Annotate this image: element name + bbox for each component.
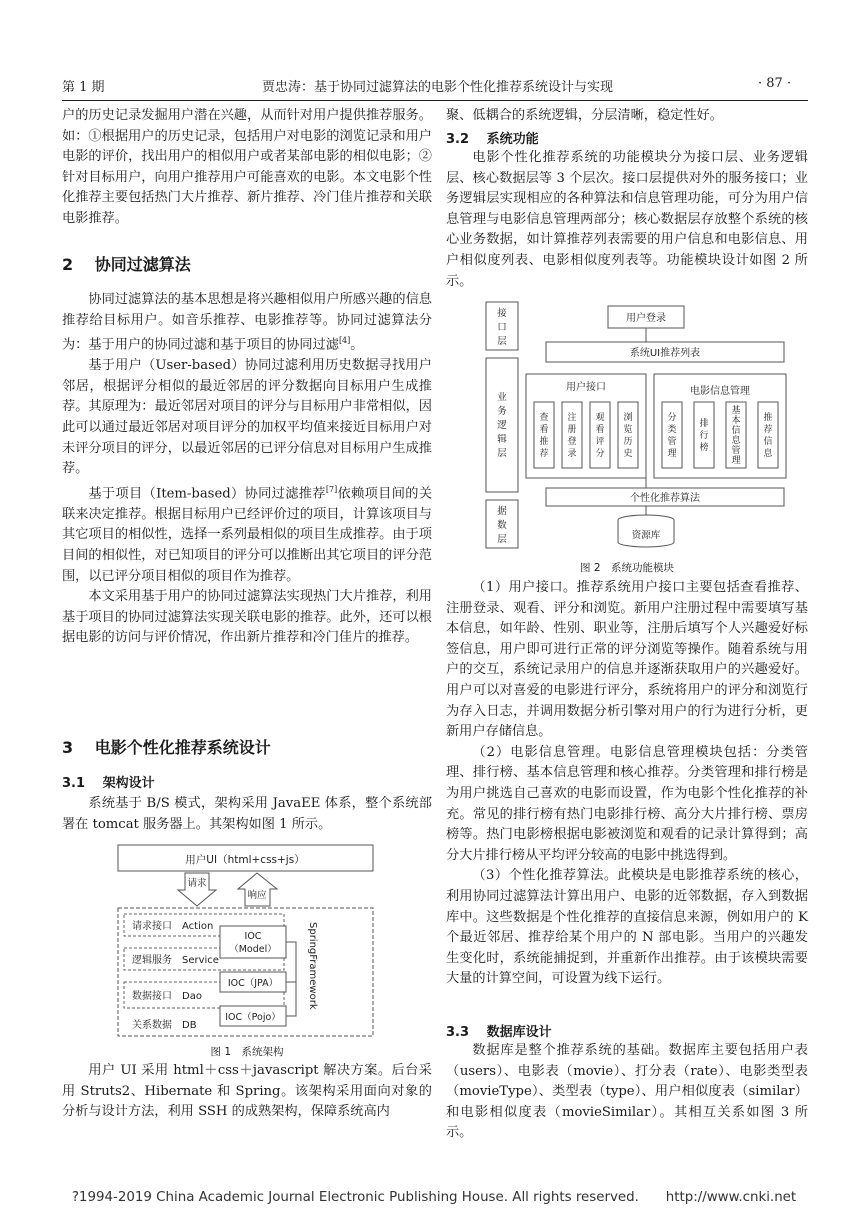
user-item-label: 观看评分	[595, 413, 605, 459]
intro-paragraph: 户的历史记录发掘用户潜在兴趣，从而针对用户提供推荐服务。如：①根据用户的历史记录，包括用户对电影的浏览记录和用户电影的评价，找出用户的相似用户或者某部电影的相似电影；②针对目标用户，向用户推荐用户可能喜欢的电影。本文电影个性化推荐主要包括热门大片推荐、新片推荐、冷门佳片推荐和关联电影推荐。	[62, 108, 432, 226]
label-char: 逻	[497, 420, 507, 431]
copyright-footer: ?1994-2019 China Academic Journal Electronic Publishing House. All rights reserved. http://www.cnki.net	[71, 1190, 797, 1205]
figure-2-caption: 图 2 系统功能模块	[579, 562, 675, 574]
spring-label: SpringFramework	[307, 922, 318, 1010]
left-intro	[62, 106, 432, 230]
movie-item-label: 排行榜	[699, 419, 709, 453]
ui-list-label: 系统UI推荐列表	[629, 348, 701, 359]
layer-data-label	[497, 505, 507, 545]
connector	[286, 942, 296, 982]
subsection-number: 3.1	[62, 776, 86, 791]
paragraph-text: 依赖项目间的关联来决定推荐。根据目标用户已经评价过的项目，计算该项目与其它项目的相似性，选择一系列最相似的项目生成推荐。由于项目间的相似性，对已知项目的评分可以推断出其它项目的评分范围，以已评分项目相似的项目作为推荐。	[62, 486, 433, 584]
paragraph: 用户 UI 采用 html＋css＋javascript 解决方案。后台采用 Struts2、Hibernate 和 Spring。该架构采用面向对象的分析与设计方法，利用 SSH 的成熟架构，保障系统高内	[62, 1063, 432, 1120]
label-char: 数	[497, 520, 507, 531]
label-char: 接	[497, 308, 507, 319]
label-char: 业	[497, 392, 507, 403]
dao-label: 数据接口 Dao	[132, 991, 202, 1002]
ioc-model-label: IOC	[244, 931, 262, 942]
left-section31-body	[62, 794, 432, 835]
page-number: · 87 ·	[758, 76, 792, 91]
issue-label: 第 1 期	[62, 80, 105, 95]
paragraph: 聚、低耦合的系统逻辑，分层清晰，稳定性好。	[446, 108, 723, 123]
figure-1-caption: 图 1 系统架构	[210, 1046, 284, 1058]
left-bottom-body	[62, 1061, 432, 1123]
response-label: 响应	[247, 890, 267, 901]
section-3-number: 3	[62, 738, 74, 757]
db-label: 关系数据 DB	[132, 1020, 197, 1031]
subsection-3-2-heading	[446, 128, 539, 147]
paragraph: 系统基于 B/S 模式，架构采用 JavaEE 体系，整个系统部署在 tomcat 服务器上。其架构如图 1 所示。	[62, 796, 432, 832]
ioc-model-sub: （Model）	[229, 944, 277, 955]
subsection-number: 3.3	[446, 1025, 470, 1040]
label-char: 口	[497, 322, 507, 333]
ioc-jpa-label: IOC（JPA）	[227, 978, 279, 989]
subsection-title: 数据库设计	[486, 1025, 552, 1040]
user-interface-label: 用户接口	[566, 382, 606, 393]
paragraph: 本文采用基于用户的协同过滤算法实现热门大片推荐，利用基于项目的协同过滤算法实现关联电影的推荐。此外，还可以根据电影的访问与评价情况，作出新片推荐和冷门佳片的推荐。	[62, 589, 432, 646]
subsection-3-1-heading	[62, 772, 155, 791]
movie-item-label: 推荐信息	[763, 413, 773, 459]
paragraph: 电影个性化推荐系统的功能模块分为接口层、业务逻辑层、核心数据层等 3 个层次。接口层提供对外的服务接口；业务逻辑层实现相应的各种算法和信息管理功能，可分为用户信息管理与电影信息管理两部分；核心数据层存放整个系统的核心业务数据，如计算推荐列表需要的用户信息和电影信息、用户相似度列表、电影相似度列表等。功能模块设计如图 2 所示。	[446, 150, 808, 289]
right-top	[446, 106, 808, 127]
label-char: 务	[497, 406, 507, 417]
paragraph: （1）用户接口。推荐系统用户接口主要包括查看推荐、注册登录、观看、评分和浏览。新用户注册过程中需要填写基本信息，如年龄、性别、职业等，注册后填写个人兴趣爱好标签信息，用户即可进行正常的评分浏览等操作。随着系统与用户的交互，系统记录用户的信息并逐渐获取用户的兴趣爱好。用户可以对喜爱的电影进行评分，系统将用户的评分和浏览行为存入日志，并调用数据分析引擎对用户的行为进行分析，更新用户存储信息。	[446, 580, 808, 740]
right-section32-items	[446, 578, 808, 990]
subsection-title: 架构设计	[102, 776, 155, 791]
running-title: 贾忠涛：基于协同过滤算法的电影个性化推荐系统设计与实现	[262, 80, 614, 95]
paragraph: （2）电影信息管理。电影信息管理模块包括：分类管理、排行榜、基本信息管理和核心推荐。分类管理和排行榜是为用户挑选自己喜欢的电影而设置，作为电影个性化推荐的补充。常见的排行榜有热门电影排行榜、高分大片排行榜、票房榜等。热门电影榜根据电影被浏览和观看的记录计算得到；高分大片排行榜从平均评分较高的电影中挑选得到。	[446, 744, 808, 863]
header-rule	[62, 100, 808, 101]
paragraph-text: 基于项目（Item-based）协同过滤推荐	[88, 486, 326, 502]
algorithm-label: 个性化推荐算法	[630, 493, 700, 504]
ioc-pojo-label: IOC（Pojo）	[225, 1012, 281, 1023]
layer-business-label	[497, 391, 507, 459]
movie-management-label: 电影信息管理	[690, 386, 750, 397]
right-section32-body	[446, 148, 808, 292]
label-char: 据	[497, 506, 507, 517]
service-label: 逻辑服务 Service	[132, 955, 219, 966]
section-2-title: 协同过滤算法	[94, 255, 191, 274]
section-2-heading	[62, 252, 191, 275]
left-section2-body	[62, 290, 432, 649]
paragraph: （3）个性化推荐算法。此模块是电影推荐系统的核心，利用协同过滤算法计算出用户、电影的近邻数据，存入到数据库中。这些数据是个性化推荐的直接信息来源，例如用户的 K 个最近邻居、推荐给某个用户的 N 部电影。当用户的兴趣发生变化时，系统能捕捉到，并重新作出推荐。由于该模块需要大量的计算空间，可设置为线下运行。	[446, 868, 808, 987]
movie-item-label: 分类管理	[667, 413, 677, 459]
movie-item-label: 基本信息管理	[731, 406, 741, 466]
layer-interface-label	[497, 307, 507, 347]
database-label: 资源库	[631, 530, 661, 541]
subsection-title: 系统功能	[486, 132, 539, 147]
user-item-label: 浏览历史	[623, 413, 633, 459]
figure-2-modules	[478, 296, 796, 554]
right-section33-body	[446, 1041, 808, 1144]
section-3-heading	[62, 735, 271, 758]
paragraph	[62, 290, 432, 356]
label-char: 层	[497, 336, 507, 347]
login-label: 用户登录	[626, 313, 666, 324]
paragraph: 基于用户（User-based）协同过滤利用历史数据寻找用户邻居，根据评分相似的最近邻居的评分数据向目标用户生成推荐。其原理为：最近邻居对项目的评分与目标用户非常相似，因此可以通过最近邻居对项目评分的加权平均值来接近目标用户对未评分项目的评分，以最近邻居的已评分信息对目标用户生成推荐。	[62, 358, 432, 477]
label-char: 层	[497, 534, 507, 545]
user-item-label: 注册登录	[567, 413, 577, 459]
user-item-label: 查看推荐	[539, 413, 549, 459]
paragraph: 数据库是整个推荐系统的基础。数据库主要包括用户表（users）、电影表（movie）、打分表（rate）、电影类型表（movieType）、类型表（type）、用户相似度表（similar）和电影相似度表（movieSimilar）。其相互关系如图 3 所示。	[446, 1043, 808, 1141]
paragraph-text: 协同过滤算法的基本思想是将兴趣相似用户所感兴趣的信息推荐给目标用户。如音乐推荐、电影推荐等。协同过滤算法分为：基于用户的协同过滤和基于项目的协同过滤	[62, 292, 432, 353]
section-2-number: 2	[62, 255, 74, 274]
connector	[286, 982, 296, 1016]
action-label: 请求接口 Action	[132, 921, 214, 932]
paragraph	[62, 480, 432, 587]
subsection-number: 3.2	[446, 132, 470, 147]
request-label: 请求	[187, 878, 207, 889]
label-char: 层	[497, 448, 507, 459]
citation: [4]	[338, 336, 351, 346]
paragraph-end: 。	[350, 337, 364, 353]
figure-1-architecture	[110, 842, 400, 1042]
subsection-3-3-heading	[446, 1021, 552, 1040]
label-char: 辑	[497, 434, 507, 445]
citation: [7]	[325, 484, 338, 494]
section-3-title: 电影个性化推荐系统设计	[94, 738, 271, 757]
ui-label: 用户UI（html+css+js）	[185, 854, 305, 866]
